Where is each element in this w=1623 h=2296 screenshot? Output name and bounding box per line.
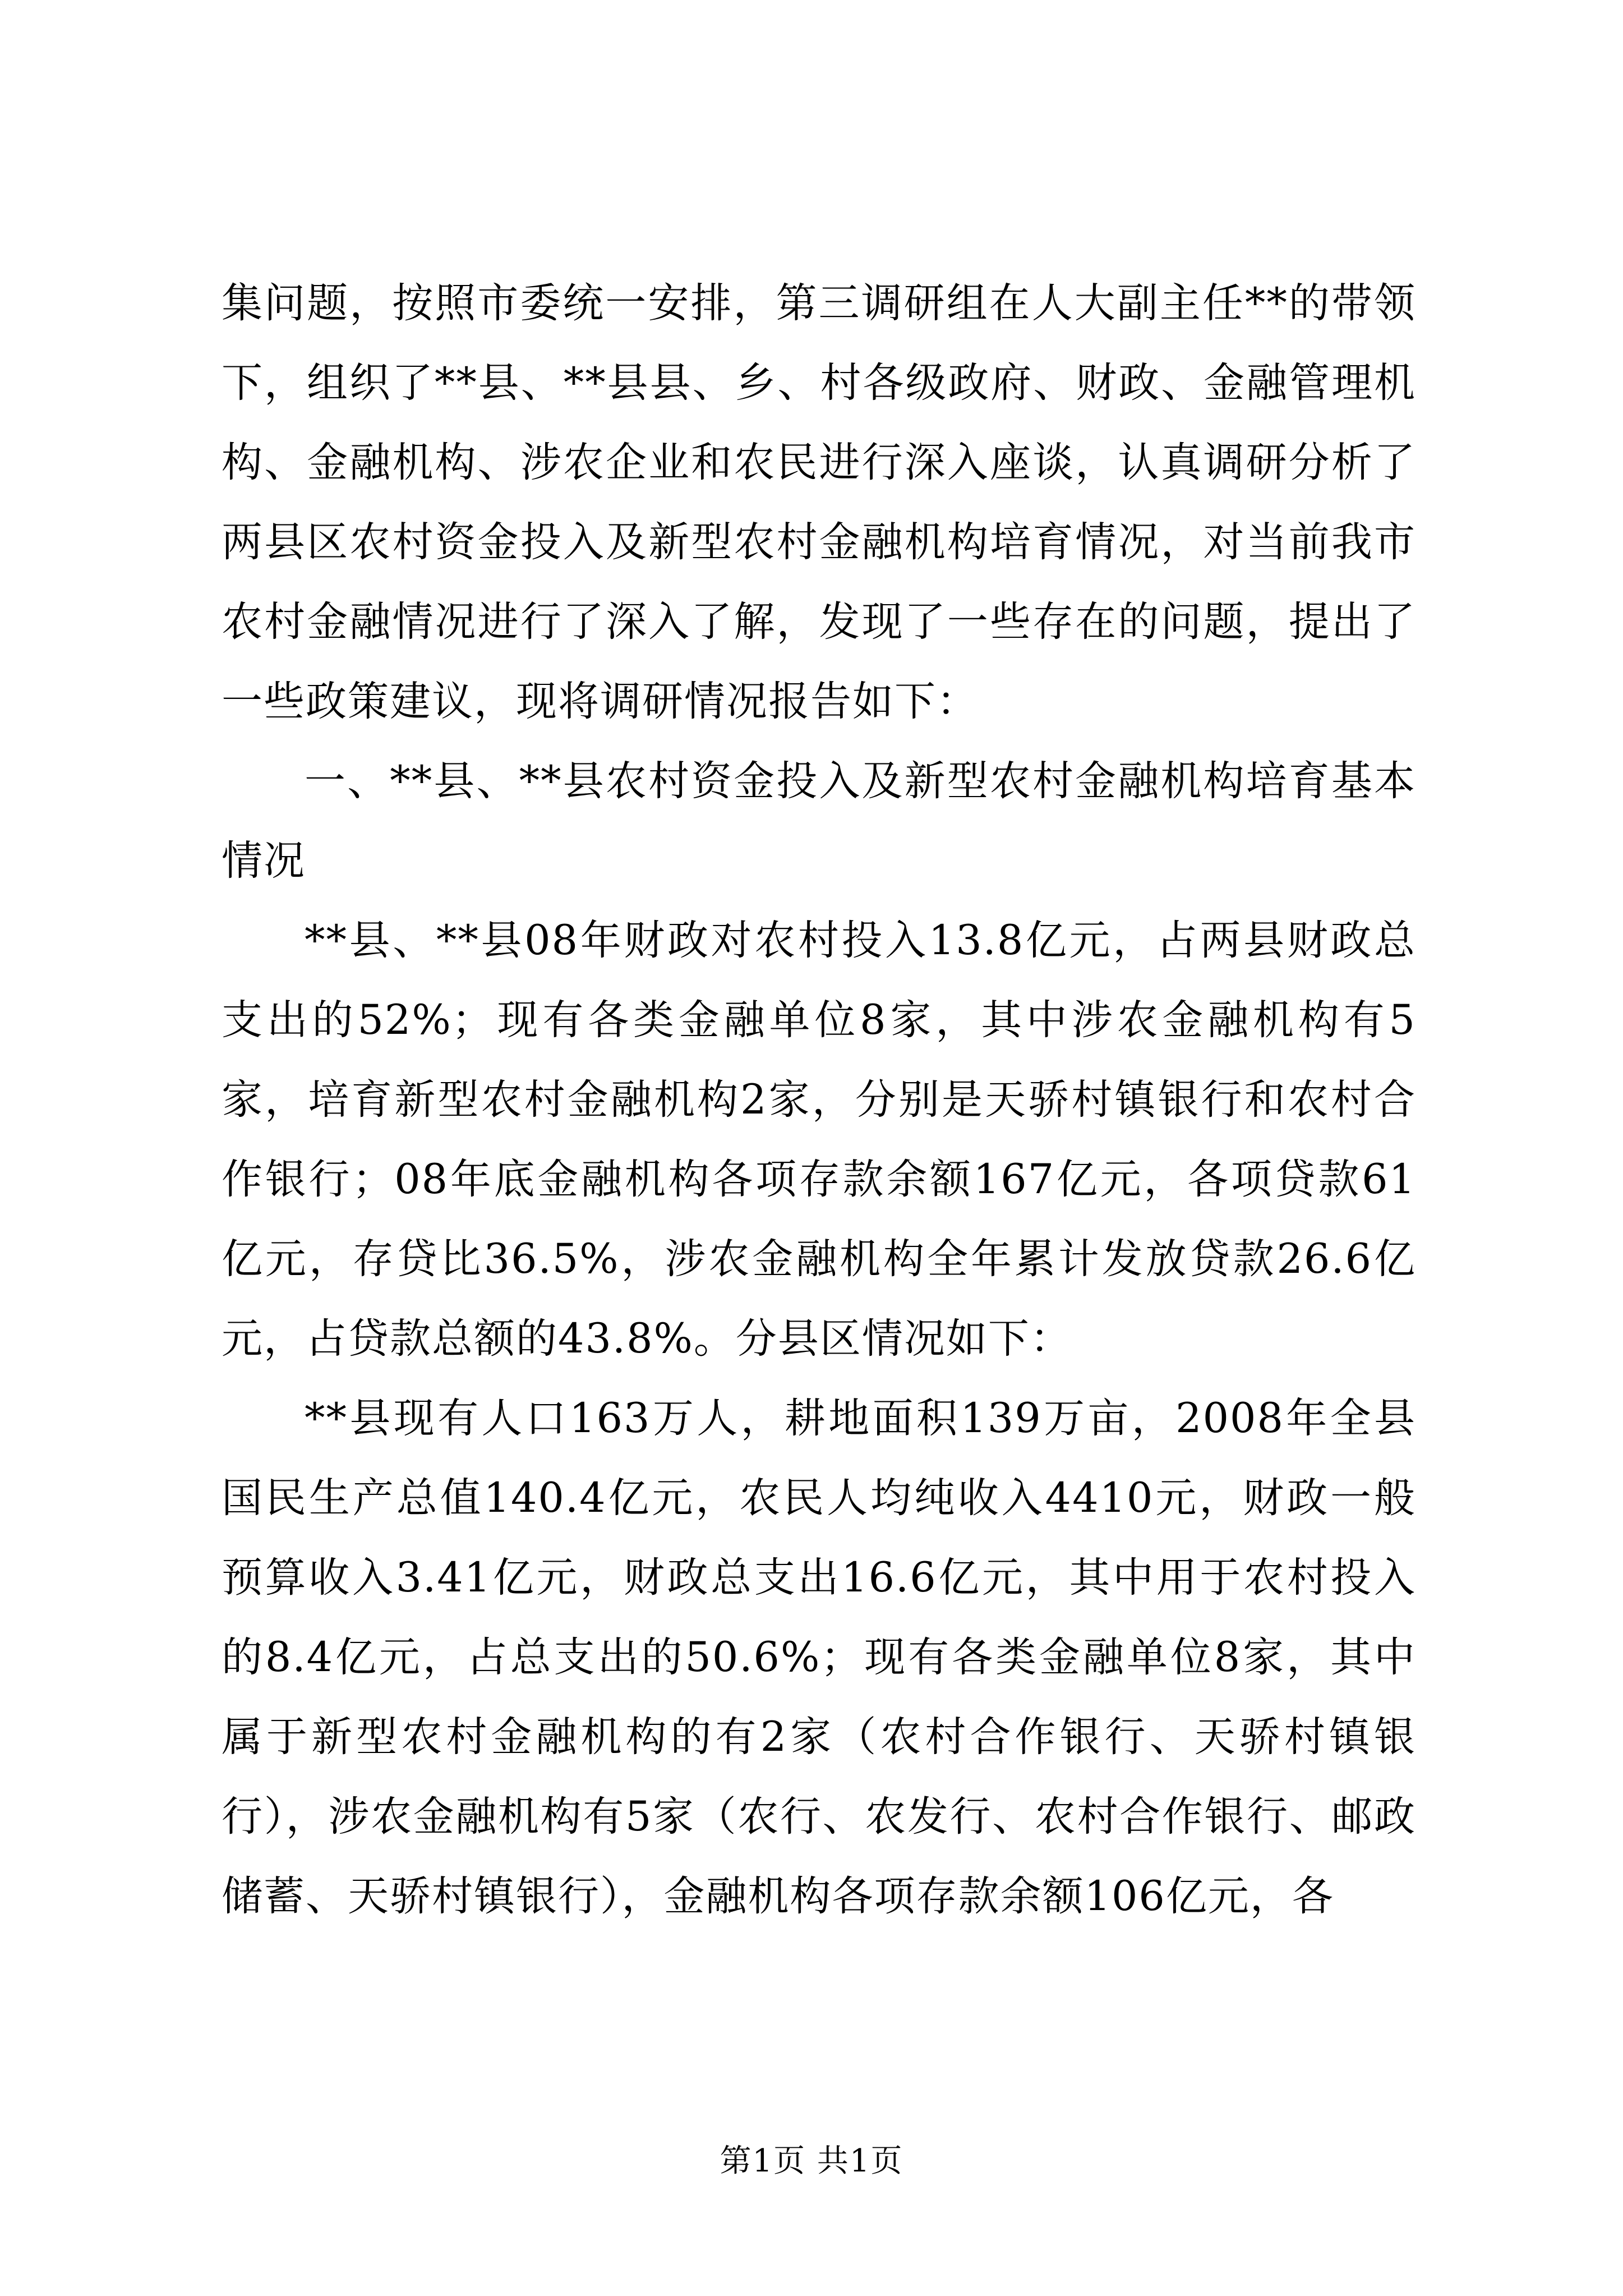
page-footer: 第1页 共1页 [720,2143,903,2179]
paragraph-county-detail: **县现有人口163万人，耕地面积139万亩，2008年全县国民生产总值140.4亿元，农民人均纯收入4410元，财政一般预算收入3.41亿元，财政总支出16.6亿元，其中用于农村投入的8.4亿元，占总支出的50.6%；现有各类金融单位8家，其中属于新型农村金融机构的有2家（农村合作银行、天骄村镇银行），涉农金融机构有5家（农行、农发行、农村合作银行、邮政储蓄、天骄村镇银行），金融机构各项存款余额106亿元，各 [222,1395,1416,1920]
document-body [222,264,1416,1936]
paragraph-summary: **县、**县08年财政对农村投入13.8亿元，占两县财政总支出的52%；现有各类金融单位8家，其中涉农金融机构有5家，培育新型农村金融机构2家，分别是天骄村镇银行和农村合作银行；08年底金融机构各项存款余额167亿元，各项贷款61亿元，存贷比36.5%，涉农金融机构全年累计发放贷款26.6亿元，占贷款总额的43.8%。分县区情况如下： [222,917,1416,1363]
paragraph-continued: 集问题，按照市委统一安排，第三调研组在人大副主任**的带领下，组织了**县、**县县、乡、村各级政府、财政、金融管理机构、金融机构、涉农企业和农民进行深入座谈，认真调研分析了两县区农村资金投入及新型农村金融机构培育情况，对当前我市农村金融情况进行了深入了解，发现了一些存在的问题，提出了一些政策建议，现将调研情况报告如下： [222,279,1416,725]
section-heading: 一、**县、**县农村资金投入及新型农村金融机构培育基本情况 [222,757,1416,885]
